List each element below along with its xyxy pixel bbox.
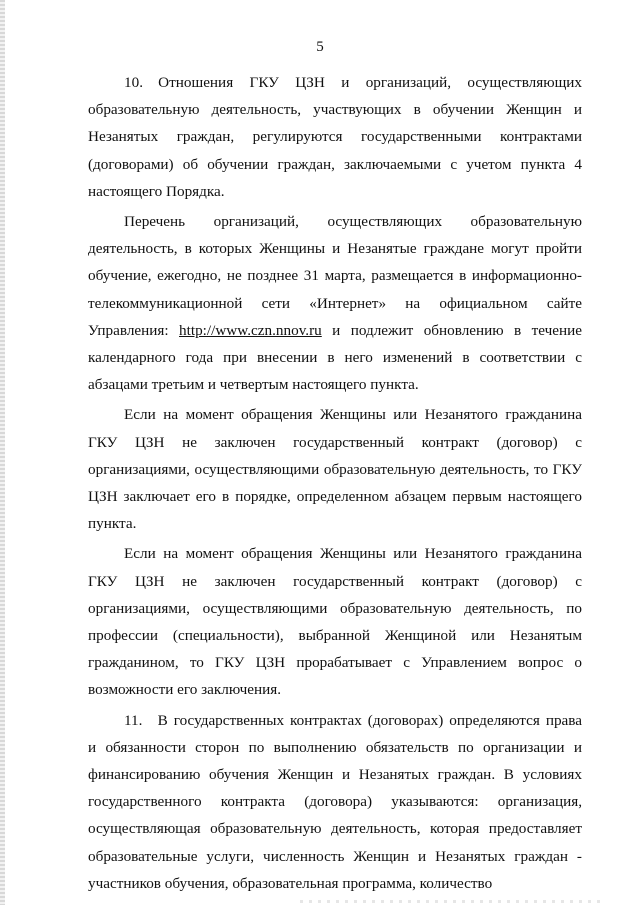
paragraph-text: Перечень организаций, осуществляющих образовательную деятельность, в которых Женщины и Незанятые граждане могут пройти обучение, ежегодно, не позднее 31 марта, размещается в информационно-телекоммуникационной сети «Интернет» на официальном сайте Управления:: [88, 213, 582, 339]
page-number: 5: [316, 39, 324, 55]
paragraph-item-10: 10. Отношения ГКУ ЦЗН и организаций, осуществляющих образовательную деятельность, участвующих в обучении Женщин и Незанятых граждан, регулируются государственными контрактами (договорами) об обучении граждан, заключаемыми с учетом пункта 4 настоящего Порядка.: [88, 74, 582, 200]
paragraph-no-contract-profession: Если на момент обращения Женщины или Незанятого гражданина ГКУ ЦЗН не заключен государственный контракт (договор) с организациями, осуществляющими образовательную деятельность, по профессии (специальности), выбранной Женщиной или Незанятым гражданином, то ГКУ ЦЗН прорабатывает с Управлением вопрос о возможности его заключения.: [88, 545, 582, 699]
paragraph-text: и подлежит обновлению в течение календарного года при внесении в него изменений в соответствии с абзацами третьим и четвертым настоящего пункта.: [88, 321, 582, 394]
document-body: [88, 69, 582, 900]
paragraph-item-11: 11. В государственных контрактах (договорах) определяются права и обязанности сторон по выполнению обязательств по организации и финансированию обучения Женщин и Незанятых граждан. В условиях государственного контракта (договора) указываются: организация, осуществляющая образовательную деятельность, которая предоставляет образовательные услуги, численность Женщин и Незанятых граждан - участников обучения, образовательная программа, количество: [88, 711, 582, 892]
website-link[interactable]: http://www.czn.nnov.ru: [179, 321, 322, 339]
scan-artifact: [300, 900, 600, 903]
scan-edge: [0, 0, 5, 905]
paragraph-organizations-list: [88, 208, 582, 398]
paragraph-no-contract: Если на момент обращения Женщины или Незанятого гражданина ГКУ ЦЗН не заключен государственный контракт (договор) с организациями, осуществляющими образовательную деятельность, то ГКУ ЦЗН заключает его в порядке, определенном абзацем первым настоящего пункта.: [88, 406, 582, 533]
